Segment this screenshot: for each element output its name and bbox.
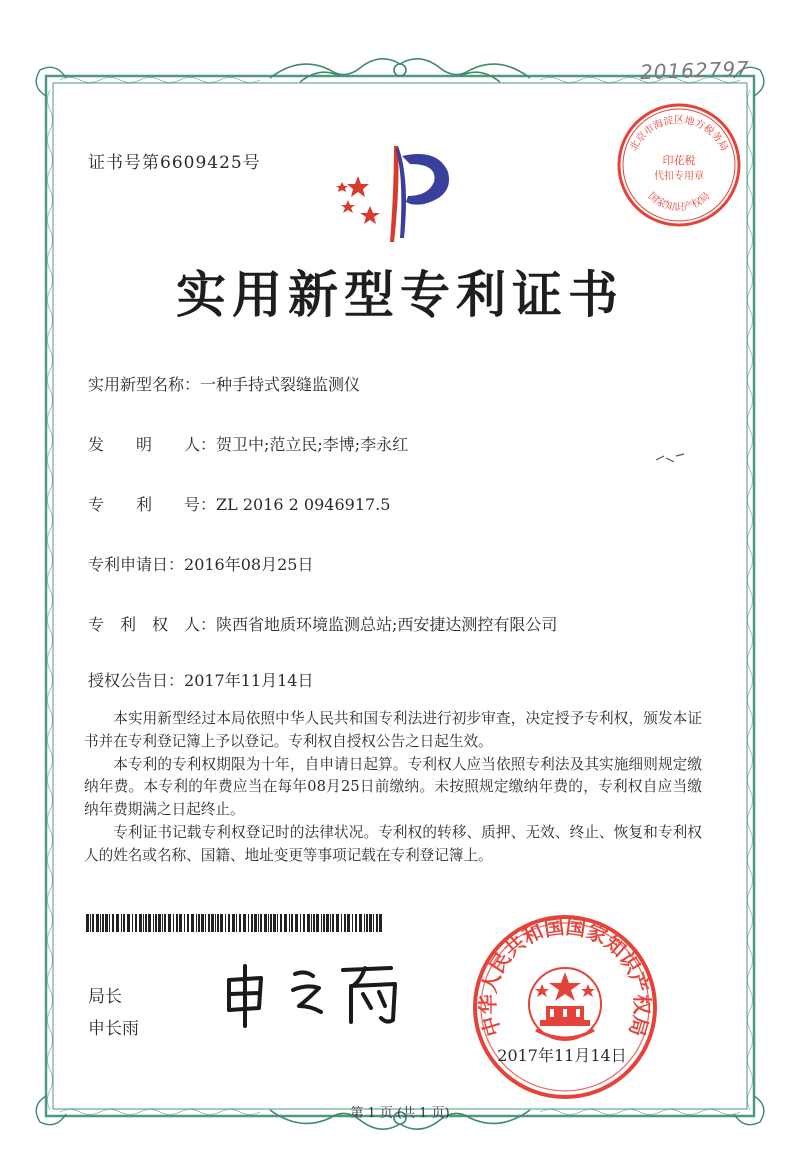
field-patent-number	[88, 492, 390, 515]
field-label: 发 明 人：	[88, 435, 217, 454]
tax-stamp-inner-text-1: 印花税	[662, 154, 696, 167]
legal-paragraph: 本实用新型经过本局依照中华人民共和国专利法进行初步审查，决定授予专利权，颁发本证书并在专利登记簿上予以登记。专利权自授权公告之日起生效。	[84, 710, 702, 750]
svg-text:北京市海淀区地方税务局	[628, 113, 731, 153]
tax-stamp-seal	[614, 100, 744, 230]
field-utility-model-name	[88, 372, 360, 395]
official-seal	[470, 912, 660, 1102]
field-label: 专 利 权 人：	[88, 615, 217, 634]
director-title: 局长	[88, 987, 122, 1007]
handwritten-archive-number: 20162797	[639, 56, 751, 85]
field-value: 2016年08月25日	[184, 555, 314, 574]
national-emblem-icon	[529, 968, 601, 1040]
field-grant-date	[88, 668, 313, 691]
tax-stamp-bottom-text: 国家知识产权局	[645, 190, 713, 214]
field-label: 专 利 号：	[88, 495, 217, 514]
page-number: 第 1 页 (共 1 页)	[350, 1106, 450, 1121]
legal-paragraph: 本专利的专利权期限为十年，自申请日起算。专利权人应当依照专利法及其实施细则规定缴纳年费。本专利的年费应当在每年08月25日前缴纳。未按照规定缴纳年费的，专利权自应当缴纳年费期满之日起终止。	[84, 755, 702, 819]
seal-text: 中华人民共和国国家知识产权局	[475, 914, 655, 1040]
legal-notice	[84, 708, 702, 868]
director-name: 申长雨	[88, 1019, 139, 1039]
field-value: ZL 2016 2 0946917.5	[216, 495, 391, 514]
svg-text:国家知识产权局	[646, 190, 713, 213]
certificate-number: 证书号第6609425号	[88, 153, 261, 173]
ink-mark	[654, 448, 688, 468]
field-value: 陕西省地质环境监测总站;西安捷达测控有限公司	[216, 615, 558, 634]
field-value: 贺卫中;范立民;李博;李永红	[216, 435, 409, 454]
director-signature	[215, 960, 415, 1030]
field-label: 专利申请日：	[88, 555, 185, 574]
field-label: 实用新型名称：	[88, 375, 201, 394]
seal-date: 2017年11月14日	[497, 1046, 627, 1065]
field-value: 一种手持式裂缝监测仪	[200, 375, 361, 394]
field-application-date	[88, 552, 313, 575]
tax-stamp-inner-text-2: 代扣专用章	[654, 171, 704, 182]
field-inventors	[88, 432, 408, 455]
legal-paragraph: 专利证书记载专利权登记时的法律状况。专利权的转移、质押、无效、终止、恢复和专利权人的姓名或名称、国籍、地址变更等事项记载在专利登记簿上。	[84, 823, 702, 864]
field-label: 授权公告日：	[88, 671, 185, 690]
patent-office-logo-icon	[328, 138, 468, 248]
certificate-title: 实用新型专利证书	[176, 266, 624, 324]
field-value: 2017年11月14日	[184, 671, 314, 690]
tax-stamp-outer-text: 北京市海淀区地方税务局	[628, 115, 730, 154]
field-patentee	[88, 612, 557, 635]
barcode	[86, 914, 384, 932]
